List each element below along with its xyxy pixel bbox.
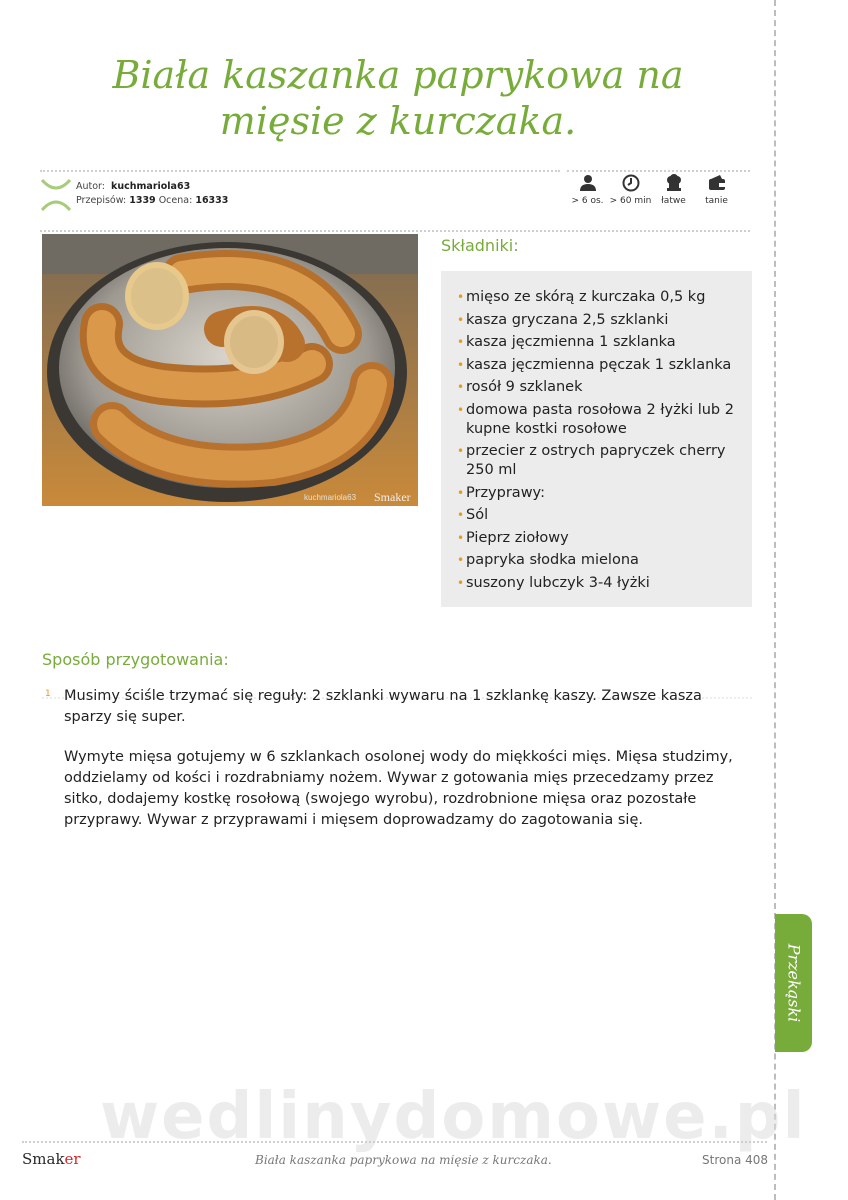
ingredient-item: • suszony lubczyk 3-4 łyżki	[457, 574, 742, 593]
clock-icon	[622, 174, 640, 192]
footer-logo-part1: Smak	[22, 1150, 65, 1168]
recipe-title	[60, 52, 736, 144]
footer-logo	[22, 1150, 81, 1168]
author-logo-icon	[40, 178, 72, 212]
title-line-1: Biała kaszanka paprykowa na	[112, 53, 684, 97]
ingredient-item: • kasza gryczana 2,5 szklanki	[457, 311, 742, 330]
ingredient-item: • przecier z ostrych papryczek cherry 250 ml	[457, 442, 742, 480]
ingredients-list	[441, 271, 752, 593]
ingredient-item: • Pieprz ziołowy	[457, 529, 742, 548]
sausage-photo-illustration	[42, 234, 418, 506]
method-heading: Sposób przygotowania:	[42, 650, 229, 669]
ingredient-item: • kasza jęczmienna pęczak 1 szklanka	[457, 356, 742, 375]
recipe-meta	[566, 174, 738, 206]
method-steps	[64, 686, 754, 850]
author-name[interactable]: kuchmariola63	[111, 181, 191, 192]
footer-divider	[22, 1141, 767, 1143]
step-number: 1	[45, 689, 51, 699]
meta-difficulty	[652, 174, 695, 206]
ingredient-item: • mięso ze skórą z kurczaka 0,5 kg	[457, 288, 742, 307]
rating-value: 16333	[195, 195, 229, 206]
footer-logo-part2: er	[64, 1150, 81, 1168]
recipes-count: 1339	[129, 195, 156, 206]
ingredient-item: • Sól	[457, 506, 742, 525]
title-line-2: mięsie z kurczaka.	[219, 99, 577, 143]
ingredient-item: • papryka słodka mielona	[457, 551, 742, 570]
step-paragraph-2: Wymyte mięsa gotujemy w 6 szklankach osolonej wody do miękkości mięs. Mięsa studzimy, oddzielamy od kości i rozdrabniamy nożem. Wywar z gotowania mięs przecedzamy przez sitko, dodajemy kostkę rosołową (swojego wyrobu), rozdrobnione mięsa oraz pozostałe przyprawy. Wywar z przyprawami i mięsem doprowadzamy do zagotowania się.	[64, 749, 733, 828]
meta-cost	[695, 174, 738, 206]
step-paragraph-1: Musimy ściśle trzymać się reguły: 2 szklanki wywaru na 1 szklankę kaszy. Zawsze kasza sparzy się super.	[64, 688, 702, 725]
footer-title: Biała kaszanka paprykowa na mięsie z kurczaka.	[255, 1153, 552, 1167]
author-info	[76, 180, 228, 208]
divider-middle	[40, 230, 750, 232]
watermark: wedlinydomowe.pl	[100, 1080, 807, 1154]
ingredient-item: • domowa pasta rosołowa 2 łyżki lub 2 kupne kostki rosołowe	[457, 401, 742, 439]
meta-servings	[566, 174, 609, 206]
ingredient-item: • Przyprawy:	[457, 484, 742, 503]
photo-credit: kuchmariola63	[304, 493, 357, 502]
divider-top-right	[567, 170, 750, 172]
ingredients-heading: Składniki:	[441, 236, 519, 255]
category-tab-label: Przekąski	[784, 943, 803, 1023]
ingredients-box	[441, 271, 752, 607]
recipe-photo	[42, 234, 418, 506]
photo-brand: Smaker	[374, 490, 411, 504]
rating-label: Ocena:	[158, 195, 193, 206]
ingredient-item: • kasza jęczmienna 1 szklanka	[457, 333, 742, 352]
person-icon	[579, 174, 597, 192]
page-number: Strona 408	[702, 1153, 769, 1167]
wallet-icon	[708, 174, 726, 192]
divider-top-left	[40, 170, 560, 172]
meta-time-label: > 60 min	[609, 196, 652, 206]
meta-cost-label: tanie	[705, 196, 728, 206]
chef-hat-icon	[665, 174, 683, 192]
meta-time	[609, 174, 652, 206]
author-label: Autor:	[76, 181, 105, 192]
ingredient-item: • rosół 9 szklanek	[457, 378, 742, 397]
recipes-label: Przepisów:	[76, 195, 127, 206]
meta-servings-label: > 6 os.	[571, 196, 604, 206]
category-tab[interactable]	[775, 914, 812, 1052]
meta-difficulty-label: łatwe	[661, 196, 686, 206]
